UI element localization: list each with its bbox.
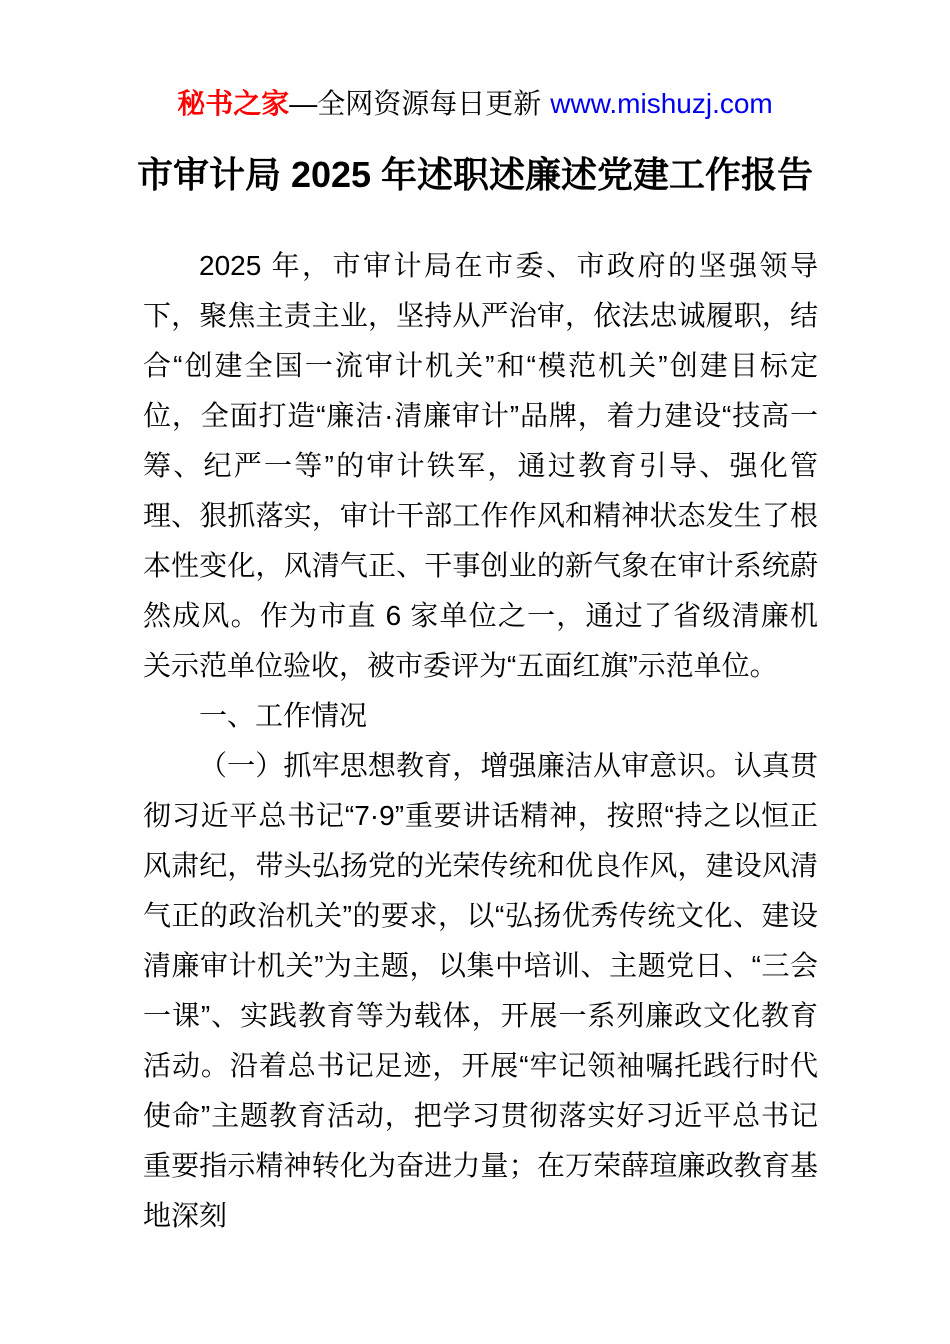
- site-tagline: —全网资源每日更新: [289, 88, 542, 119]
- document-title: 市审计局 2025 年述职述廉述党建工作报告: [136, 154, 814, 195]
- site-header: [0, 84, 950, 124]
- site-brand: 秘书之家: [177, 88, 290, 119]
- paragraph-intro: 2025 年，市审计局在市委、市政府的坚强领导下，聚焦主责主业，坚持从严治审，依法忠诚履职，结合“创建全国一流审计机关”和“模范机关”创建目标定位，全面打造“廉洁·清廉审计”品牌，着力建设“技高一筹、纪严一等”的审计铁军，通过教育引导、强化管理、狠抓落实，审计干部工作作风和精神状态发生了根本性变化，风清气正、干事创业的新气象在审计系统蔚然成风。作为市直 6 家单位之一，通过了省级清廉机关示范单位验收，被市委评为“五面红旗”示范单位。: [143, 250, 818, 681]
- paragraph-section-one: （一）抓牢思想教育，增强廉洁从审意识。认真贯彻习近平总书记“7·9”重要讲话精神，按照“持之以恒正风肃纪，带头弘扬党的光荣传统和优良作风，建设风清气正的政治机关”的要求，以“弘扬优秀传统文化、建设清廉审计机关”为主题，以集中培训、主题党日、“三会一课”、实践教育等为载体，开展一系列廉政文化教育活动。沿着总书记足迹，开展“牢记领袖嘱托践行时代使命”主题教育活动，把学习贯彻落实好习近平总书记重要指示精神转化为奋进力量；在万荣薛瑄廉政教育基地深刻: [143, 750, 818, 1231]
- site-url-link[interactable]: www.mishuzj.com: [550, 88, 773, 119]
- document-body: [143, 241, 818, 1241]
- paragraph-section-heading: 一、工作情况: [199, 700, 368, 731]
